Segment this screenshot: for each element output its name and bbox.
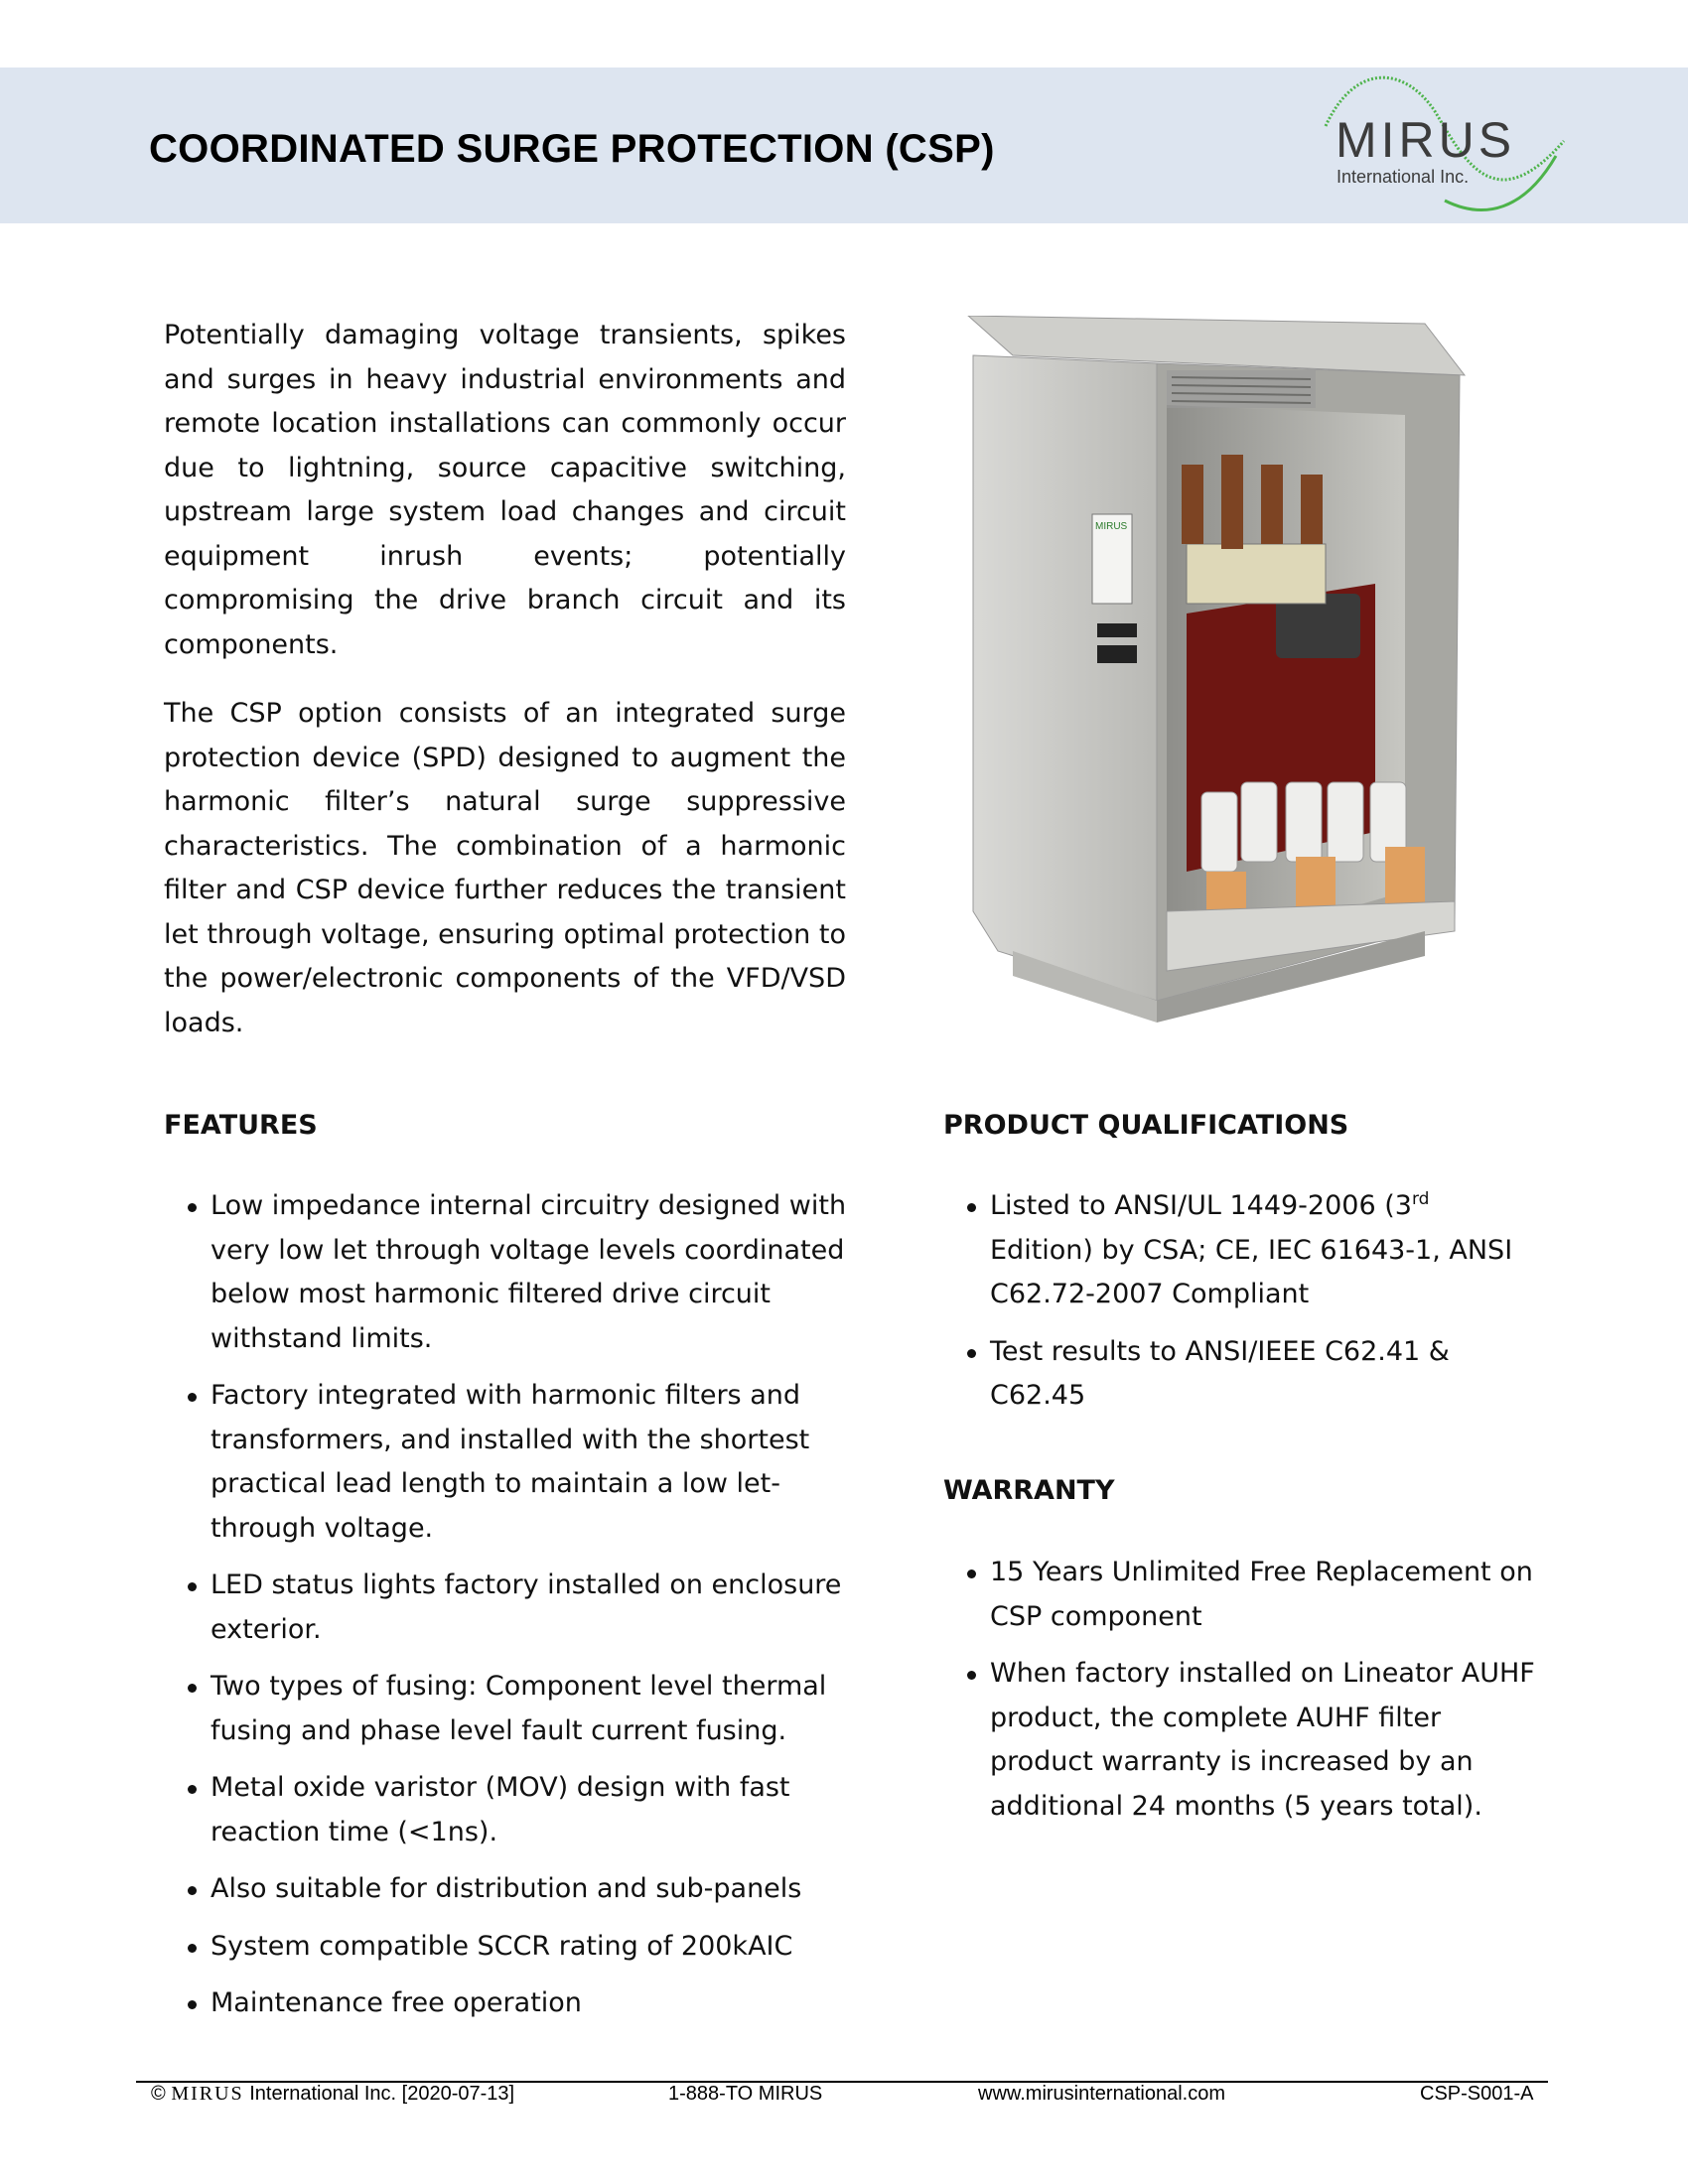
list-item: Also suitable for distribution and sub-panels <box>164 1867 849 1912</box>
bullet-icon <box>188 1684 197 1693</box>
warranty-heading: WARRANTY <box>943 1475 1115 1506</box>
qualifications-list <box>943 1184 1539 1432</box>
list-item: Test results to ANSI/IEEE C62.41 & C62.45 <box>943 1330 1539 1419</box>
logo-subtitle: International Inc. <box>1336 167 1470 187</box>
logo-name: MIRUS <box>1336 112 1516 168</box>
list-item: LED status lights factory installed on enclosure exterior. <box>164 1564 849 1652</box>
list-item: When factory installed on Lineator AUHF product, the complete AUHF filter product warranty is increased by an additional 24 months (5 years total). <box>943 1652 1539 1829</box>
footer-website[interactable]: www.mirusinternational.com <box>978 2083 1225 2105</box>
list-item: Metal oxide varistor (MOV) design with fast reaction time (<1ns). <box>164 1766 849 1854</box>
bullet-icon <box>188 1886 197 1895</box>
footer-phone: 1-888-TO MIRUS <box>668 2083 823 2105</box>
bullet-icon <box>967 1349 976 1358</box>
warranty-list <box>943 1551 1568 1842</box>
csp-enclosure-image <box>958 316 1484 1023</box>
list-item: Low impedance internal circuitry designed with very low let through voltage levels coordinated below most harmonic filtered drive circuit withstand limits. <box>164 1184 849 1361</box>
list-item: System compatible SCCR rating of 200kAIC <box>164 1925 849 1970</box>
list-item: Two types of fusing: Component level thermal fusing and phase level fault current fusing. <box>164 1665 849 1753</box>
bullet-icon <box>188 2000 197 2009</box>
bullet-icon <box>188 1203 197 1212</box>
bullet-icon <box>188 1944 197 1953</box>
footer-copyright: © MIRUS International Inc. [2020-07-13] <box>151 2083 515 2105</box>
list-item: Maintenance free operation <box>164 1981 849 2026</box>
list-item: Listed to ANSI/UL 1449-2006 (3rd Edition) by CSA; CE, IEC 61643-1, ANSI C62.72-2007 Compliant <box>943 1184 1539 1317</box>
page-title: COORDINATED SURGE PROTECTION (CSP) <box>149 127 995 171</box>
enclosure-label-text: MIRUS <box>1095 521 1128 532</box>
intro-paragraph-2: The CSP option consists of an integrated surge protection device (SPD) designed to augment the harmonic filter’s natural surge suppressive characteristics. The combination of a harmonic filter and CSP device further reduces the transient let through voltage, ensuring optimal protection to the power/electronic components of the VFD/VSD loads. <box>164 698 846 1038</box>
bullet-icon <box>967 1203 976 1212</box>
features-list <box>164 1184 849 2039</box>
qualifications-heading: PRODUCT QUALIFICATIONS <box>943 1110 1349 1141</box>
bullet-icon <box>188 1393 197 1402</box>
list-item: 15 Years Unlimited Free Replacement on CSP component <box>943 1551 1539 1639</box>
bullet-icon <box>188 1785 197 1794</box>
intro-paragraph-1: Potentially damaging voltage transients, spikes and surges in heavy industrial environments and remote location installations can commonly occur due to lightning, source capacitive switching, upstream large system load changes and circuit equipment inrush events; potentially compromising the drive branch circuit and its components. <box>164 320 846 660</box>
bullet-icon <box>967 1671 976 1680</box>
footer-doc-code: CSP-S001-A <box>1420 2083 1534 2105</box>
bullet-icon <box>188 1582 197 1591</box>
bullet-icon <box>967 1570 976 1578</box>
features-heading: FEATURES <box>164 1110 318 1141</box>
list-item: Factory integrated with harmonic filters and transformers, and installed with the shortest practical lead length to maintain a low let-through voltage. <box>164 1374 849 1551</box>
